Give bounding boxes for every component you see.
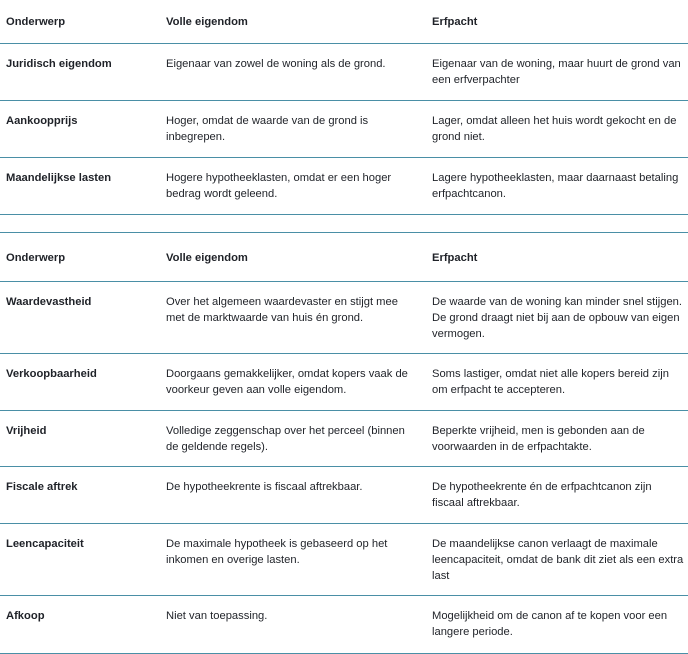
table-header-row xyxy=(0,0,688,44)
row-subject: Maandelijkse lasten xyxy=(6,172,112,184)
table-row xyxy=(0,282,688,354)
comparison-table-1 xyxy=(0,0,688,215)
row-erfpacht: Lager, omdat alleen het huis wordt gekocht en de grond niet. xyxy=(432,115,677,143)
header-onderwerp: Onderwerp xyxy=(6,252,66,264)
header-volle-eigendom: Volle eigendom xyxy=(166,16,248,28)
row-volle-eigendom: Hoger, omdat de waarde van de grond is inbegrepen. xyxy=(166,115,369,143)
table-row xyxy=(0,524,688,596)
row-volle-eigendom: Volledige zeggenschap over het perceel (binnen de geldende regels). xyxy=(166,425,405,453)
row-volle-eigendom: De maximale hypotheek is gebaseerd op het inkomen en overige lasten. xyxy=(166,538,388,566)
row-erfpacht: Mogelijkheid om de canon af te kopen voor een langere periode. xyxy=(432,610,668,638)
comparison-table-2 xyxy=(0,233,688,654)
row-erfpacht: Lagere hypotheeklasten, maar daarnaast betaling erfpachtcanon. xyxy=(432,172,679,200)
row-volle-eigendom: De hypotheekrente is fiscaal aftrekbaar. xyxy=(166,481,363,493)
table-row xyxy=(0,44,688,101)
header-onderwerp: Onderwerp xyxy=(6,16,66,28)
table-separator xyxy=(0,215,688,233)
row-subject: Fiscale aftrek xyxy=(6,481,78,493)
row-erfpacht: De maandelijkse canon verlaagt de maximale leencapaciteit, omdat de bank dit ziet als een extra last xyxy=(432,538,684,582)
table-row xyxy=(0,158,688,215)
table-row xyxy=(0,467,688,524)
row-erfpacht: Beperkte vrijheid, men is gebonden aan de voorwaarden in de erfpachtakte. xyxy=(432,425,645,453)
header-volle-eigendom: Volle eigendom xyxy=(166,252,248,264)
row-volle-eigendom: Doorgaans gemakkelijker, omdat kopers vaak de voorkeur geven aan volle eigendom. xyxy=(166,368,408,396)
table-row xyxy=(0,101,688,158)
row-subject: Verkoopbaarheid xyxy=(6,368,97,380)
row-subject: Aankoopprijs xyxy=(6,115,78,127)
table-row xyxy=(0,411,688,467)
header-erfpacht: Erfpacht xyxy=(432,252,478,264)
row-subject: Leencapaciteit xyxy=(6,538,84,550)
row-volle-eigendom: Niet van toepassing. xyxy=(166,610,268,622)
row-subject: Juridisch eigendom xyxy=(6,58,112,70)
row-subject: Afkoop xyxy=(6,610,45,622)
table-row xyxy=(0,596,688,654)
header-erfpacht: Erfpacht xyxy=(432,16,478,28)
row-volle-eigendom: Hogere hypotheeklasten, omdat er een hoger bedrag wordt geleend. xyxy=(166,172,392,200)
row-subject: Vrijheid xyxy=(6,425,47,437)
row-erfpacht: Soms lastiger, omdat niet alle kopers bereid zijn om erfpacht te accepteren. xyxy=(432,368,669,396)
table-header-row xyxy=(0,233,688,282)
row-subject: Waardevastheid xyxy=(6,296,92,308)
row-erfpacht: De waarde van de woning kan minder snel stijgen. De grond draagt niet bij aan de opbouw van eigen vermogen. xyxy=(432,296,682,340)
row-volle-eigendom: Eigenaar van zowel de woning als de grond. xyxy=(166,58,386,70)
table-row xyxy=(0,354,688,411)
row-volle-eigendom: Over het algemeen waardevaster en stijgt mee met de marktwaarde van huis én grond. xyxy=(166,296,398,324)
row-erfpacht: De hypotheekrente én de erfpachtcanon zijn fiscaal aftrekbaar. xyxy=(432,481,652,509)
row-erfpacht: Eigenaar van de woning, maar huurt de grond van een erfverpachter xyxy=(432,58,681,86)
